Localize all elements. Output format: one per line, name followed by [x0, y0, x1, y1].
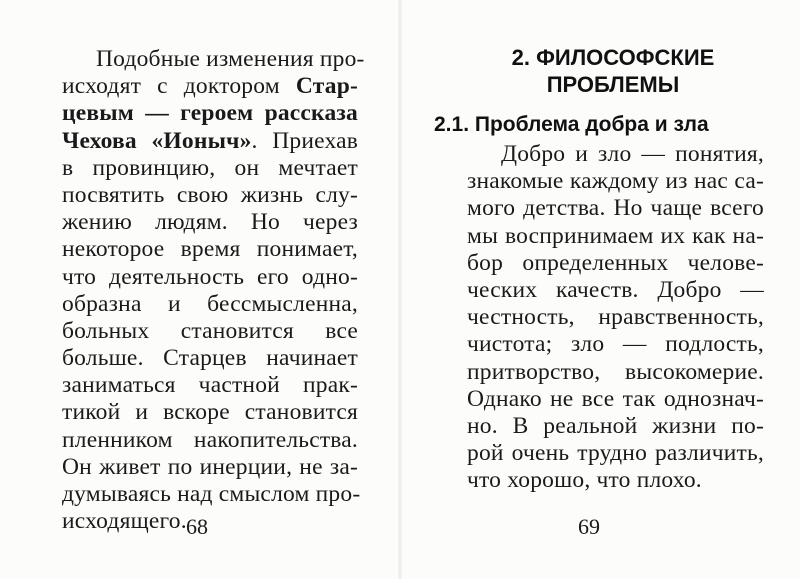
- left-page-text: [62, 46, 365, 535]
- bold-text: Стар-: [295, 73, 358, 100]
- text-fragment: честность, нравственность,: [467, 304, 764, 331]
- text-line: [467, 304, 764, 331]
- text-line: [467, 359, 764, 386]
- text-line: [62, 399, 358, 426]
- text-line: [62, 454, 358, 481]
- text-line: [467, 386, 764, 413]
- chapter-title-line-2: ПРОБЛЕМЫ: [546, 72, 680, 97]
- text-line: [467, 195, 764, 222]
- text-fragment: знакомые каждому из нас са-: [467, 168, 764, 195]
- text-fragment: некоторое время понимает,: [62, 236, 358, 263]
- text-fragment: больше. Старцев начинает: [62, 345, 358, 372]
- text-fragment: мого детства. Но чаще всего: [467, 195, 764, 222]
- text-line: [467, 168, 764, 195]
- text-fragment: исходящего.: [62, 508, 187, 535]
- text-line: [62, 318, 358, 345]
- text-line: [62, 128, 358, 155]
- text-line: [62, 236, 358, 263]
- text-fragment: больных становится все: [62, 317, 358, 344]
- text-fragment: но. В реальной жизни по-: [467, 412, 764, 439]
- text-line: [467, 467, 764, 494]
- text-fragment: пленником накопительства.: [62, 426, 358, 453]
- text-fragment: ческих качеств. Добро —: [467, 276, 764, 303]
- text-fragment: что деятельность его одно-: [62, 263, 358, 290]
- text-line: [62, 155, 358, 182]
- text-fragment: рой очень трудно различить,: [467, 440, 764, 467]
- text-fragment: . Приехав: [251, 127, 359, 154]
- text-line: [62, 100, 358, 127]
- text-fragment: тикой и вскоре становится: [62, 399, 358, 426]
- left-page-number: 68: [186, 514, 208, 539]
- text-fragment: притворство, высокомерие.: [467, 358, 764, 385]
- text-line: [467, 277, 764, 304]
- text-line: [467, 440, 764, 467]
- text-fragment: исходят с доктором: [62, 73, 296, 100]
- text-line: [62, 291, 358, 318]
- text-fragment: образна и бессмысленна,: [62, 290, 358, 317]
- text-line: [62, 372, 358, 399]
- text-line: [62, 345, 358, 372]
- text-line: [62, 73, 358, 100]
- text-fragment: заниматься частной прак-: [62, 372, 358, 399]
- text-fragment: мы воспринимаем их как на-: [467, 222, 764, 249]
- text-fragment: Подобные изменения про-: [96, 46, 365, 72]
- text-line: [467, 331, 764, 358]
- text-line: [467, 413, 764, 440]
- chapter-title: [483, 44, 743, 98]
- text-line: [62, 264, 358, 291]
- text-line: [62, 481, 361, 508]
- right-page-text: [467, 141, 764, 494]
- bold-text: цевым — героем рассказа: [62, 100, 358, 127]
- text-line: [467, 250, 764, 277]
- chapter-title-line-1: 2. ФИЛОСОФСКИЕ: [511, 45, 715, 70]
- text-line: [62, 46, 365, 73]
- text-line: [62, 508, 358, 535]
- text-line: [62, 182, 358, 209]
- text-fragment: Однако не все так однознач-: [467, 385, 764, 412]
- section-title: 2.1. Проблема добра и зла: [434, 113, 709, 136]
- right-page: [400, 0, 800, 579]
- bold-text: Чехова «Ионыч»: [62, 127, 252, 154]
- text-line: [62, 209, 358, 236]
- text-line: [467, 141, 764, 168]
- text-fragment: в провинцию, он мечтает: [62, 154, 358, 181]
- text-line: [62, 427, 358, 454]
- right-page-number: 69: [578, 514, 600, 539]
- text-fragment: Добро и зло — понятия,: [501, 141, 764, 167]
- text-fragment: посвятить свою жизнь слу-: [62, 181, 358, 208]
- text-fragment: думываясь над смыслом про-: [62, 481, 361, 507]
- text-fragment: что хорошо, что плохо.: [467, 467, 702, 494]
- text-fragment: жению людям. Но через: [62, 209, 358, 236]
- text-fragment: чистота; зло — подлость,: [467, 331, 764, 358]
- text-line: [467, 223, 764, 250]
- text-fragment: Он живет по инерции, не за-: [62, 453, 358, 480]
- text-fragment: бор определенных челове-: [467, 249, 764, 276]
